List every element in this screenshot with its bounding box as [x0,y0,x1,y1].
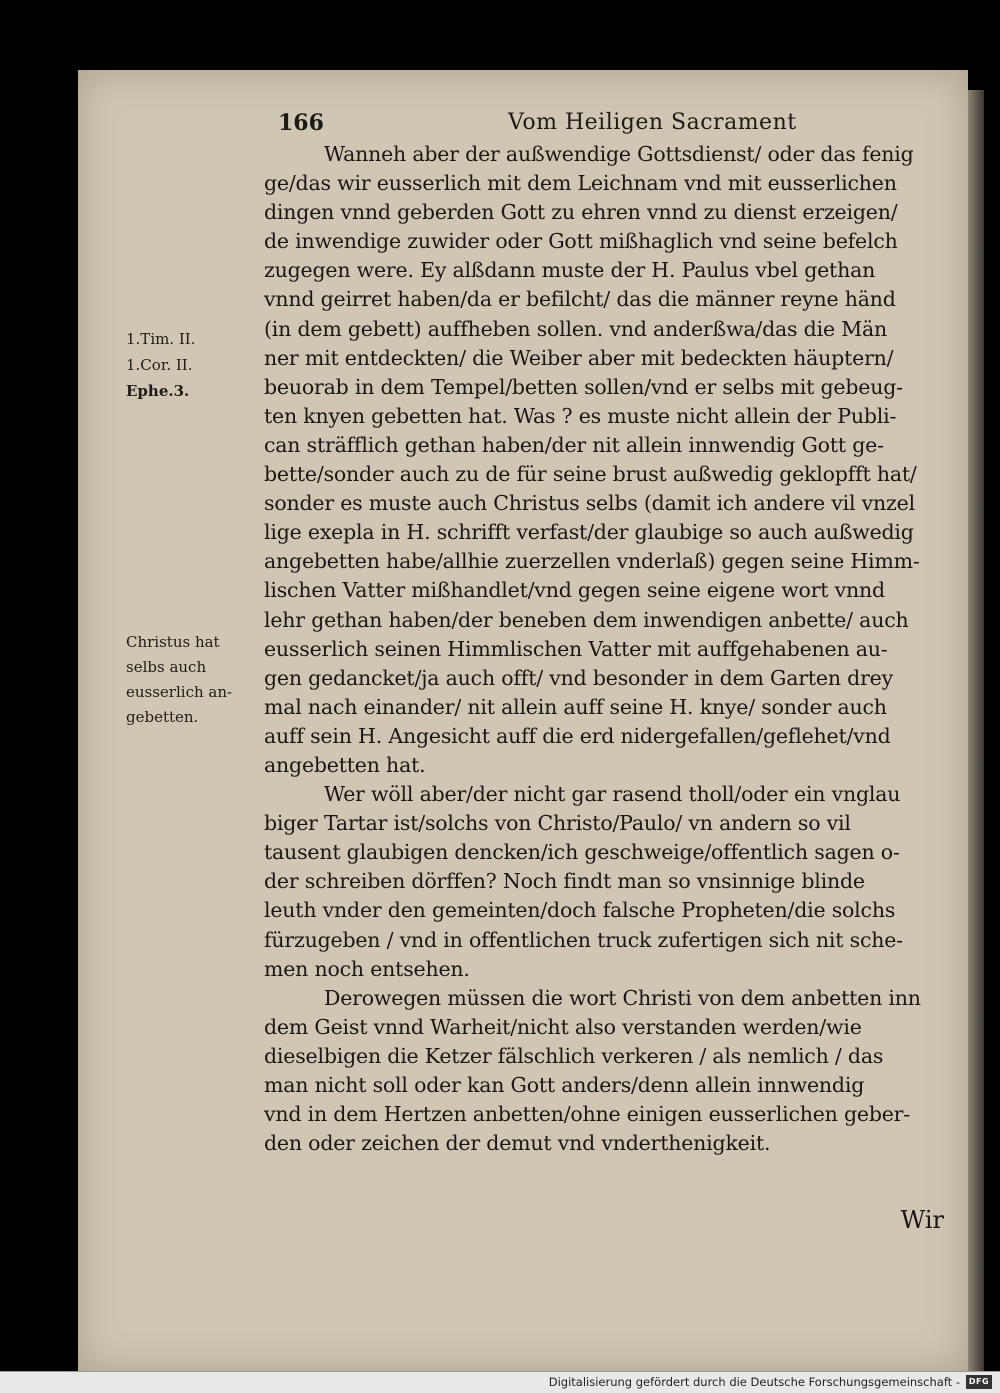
footer-credit: Digitalisierung gefördert durch die Deutsche Forschungsgemeinschaft - [548,1375,960,1389]
body-text [264,140,944,1158]
catchword: Wir [900,1206,944,1234]
margin-ref: Ephe.3. [126,382,190,400]
text-line: vnd in dem Hertzen anbetten/ohne einigen eusserlichen geber- [264,1102,911,1127]
text-line: lehr gethan haben/der beneben dem inwendigen anbette/ auch [264,607,909,632]
text-line: mal nach einander/ nit allein auff seine H. knye/ sonder auch [264,694,887,719]
margin-note-line: Christus hat [126,633,220,651]
text-line: ner mit entdeckten/ die Weiber aber mit bedeckten häuptern/ [264,345,894,370]
text-line: leuth vnder den gemeinten/doch falsche Propheten/die solchs [264,898,896,923]
text-line: lischen Vatter mißhandlet/vnd gegen seine eigene wort vnnd [264,578,885,603]
text-line: ten knyen gebetten hat. Was ? es muste nicht allein der Publi- [264,403,897,428]
margin-note-line: selbs auch [126,658,207,676]
text-line: lige exepla in H. schrifft verfast/der glaubige so auch außwedig [264,520,914,545]
text-line: dieselbigen die Ketzer fälschlich verkeren / als nemlich / das [264,1043,884,1068]
text-line: ge/das wir eusserlich mit dem Leichnam vnd mit eusserlichen [264,171,897,196]
text-line: men noch entsehen. [264,956,470,981]
text-line: beuorab in dem Tempel/betten sollen/vnd er selbs mit gebeug- [264,374,903,399]
margin-ref: 1.Cor. II. [126,356,193,374]
digitization-footer [0,1371,1000,1393]
running-title: Vom Heiligen Sacrament [508,110,797,135]
text-line: angebetten habe/allhie zuerzellen vnderlaß) gegen seine Himm- [264,549,920,574]
margin-references [126,326,266,404]
text-line: man nicht soll oder kan Gott anders/denn allein innwendig [264,1073,865,1097]
text-line: fürzugeben / vnd in offentlichen truck zufertigen sich nit sche- [264,927,903,952]
text-line: vnnd geirret haben/da er befilcht/ das die männer reyne händ [264,287,896,312]
text-line: sonder es muste auch Christus selbs (damit ich andere vil vnzel [264,491,915,516]
text-line: bette/sonder auch zu de für seine brust außwedig geklopfft hat/ [264,462,917,487]
text-line: dingen vnnd geberden Gott zu ehren vnnd zu dienst erzeigen/ [264,200,898,225]
text-line: dem Geist vnnd Warheit/nicht also verstanden werden/wie [264,1014,862,1039]
text-line: den oder zeichen der demut vnd vnderthenigkeit. [264,1131,771,1156]
margin-note-line: eusserlich an- [126,683,233,701]
text-line: Derowegen müssen die wort Christi von dem anbetten inn [324,985,921,1010]
text-line: angebetten hat. [264,752,426,777]
page-edge [968,90,984,1372]
text-line: (in dem gebett) auffheben sollen. vnd anderßwa/das die Män [264,316,888,341]
page-header [278,110,838,140]
margin-note-line: gebetten. [126,708,199,726]
dfg-logo-icon: DFG [966,1375,992,1389]
text-line: Wanneh aber der außwendige Gottsdienst/ oder das fenig [324,142,914,166]
text-line: biger Tartar ist/solchs von Christo/Paulo/ vn andern so vil [264,811,851,836]
margin-note-christus [126,630,266,730]
text-line: der schreiben dörffen? Noch findt man so vnsinnige blinde [264,869,865,894]
text-line: zugegen were. Ey alßdann muste der H. Paulus vbel gethan [264,258,876,283]
text-line: eusserlich seinen Himmlischen Vatter mit auffgehabenen au- [264,636,888,661]
text-line: Wer wöll aber/der nicht gar rasend tholl/oder ein vnglau [324,782,901,807]
margin-ref: 1.Tim. II. [126,330,196,348]
book-page [78,70,968,1372]
text-line: tausent glaubigen dencken/ich geschweige/offentlich sagen o- [264,840,900,865]
page-number: 166 [278,110,324,136]
text-line: can sträfflich gethan haben/der nit allein innwendig Gott ge- [264,432,884,457]
text-line: gen gedancket/ja auch offt/ vnd besonder in dem Garten drey [264,665,893,690]
text-line: de inwendige zuwider oder Gott mißhaglich vnd seine befelch [264,229,898,254]
text-line: auff sein H. Angesicht auff die erd nidergefallen/geflehet/vnd [264,723,891,748]
